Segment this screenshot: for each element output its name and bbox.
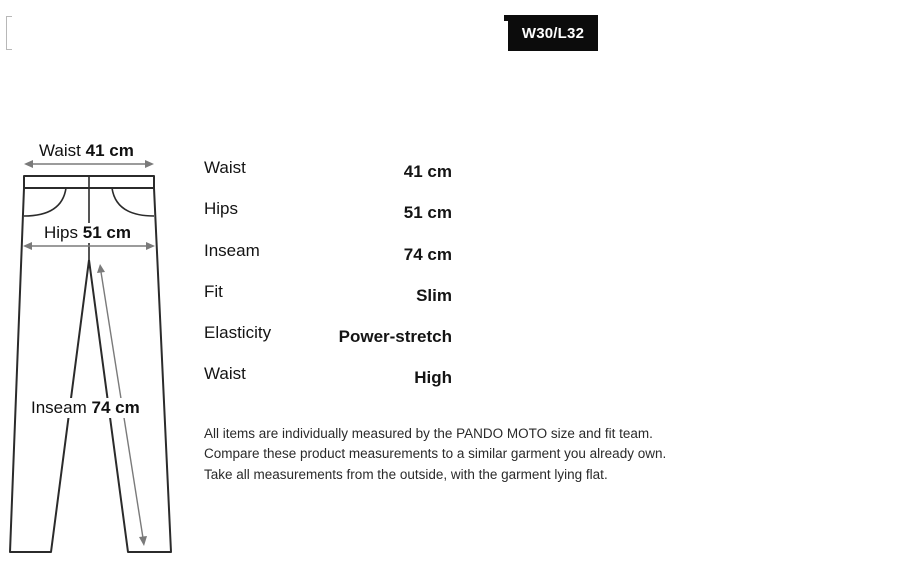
right-pocket-seam: [112, 188, 154, 216]
measurement-row-waist: [204, 158, 452, 199]
measurement-label: Hips: [204, 199, 239, 219]
measurement-value: 51 cm: [403, 203, 452, 223]
measurement-row-elasticity: [204, 323, 452, 364]
measurement-label: Waist: [204, 158, 246, 177]
diagram-inseam-label: Inseam 74 cm: [31, 398, 140, 417]
note-line: Compare these product measurements to a similar garment you already own.: [204, 446, 667, 462]
measurement-label: Waist: [204, 364, 246, 384]
size-tag: [508, 15, 598, 51]
measurement-value: 41 cm: [403, 162, 452, 181]
measurement-row-fit: [204, 282, 452, 323]
note-line: All items are individually measured by the PANDO MOTO size and fit team.: [204, 426, 653, 441]
note-line: Take all measurements from the outside, with the garment lying flat.: [204, 466, 608, 482]
size-tag-label: W30/L32: [521, 24, 585, 42]
measurement-row-waist-rise: [204, 364, 452, 405]
measurement-label: Elasticity: [204, 323, 272, 343]
measurements-table: [204, 158, 452, 406]
measurement-row-inseam: [204, 241, 452, 282]
measurement-value: 74 cm: [403, 244, 452, 264]
pants-measurement-diagram: [0, 130, 190, 570]
measurement-value: Slim: [416, 285, 452, 305]
measurement-notes: [204, 424, 724, 485]
measurement-label: Fit: [204, 281, 223, 301]
measurement-label: Inseam: [204, 240, 260, 260]
diagram-waist-label: Waist 41 cm: [39, 141, 134, 160]
left-bracket-decoration: [6, 16, 12, 50]
pants-outline-illustration: [0, 130, 190, 570]
measurement-row-hips: [204, 199, 452, 240]
measurement-value: Power-stretch: [338, 327, 452, 347]
left-pocket-seam: [24, 188, 66, 216]
measurement-value: High: [414, 368, 452, 388]
diagram-hips-label: Hips 51 cm: [44, 223, 131, 242]
